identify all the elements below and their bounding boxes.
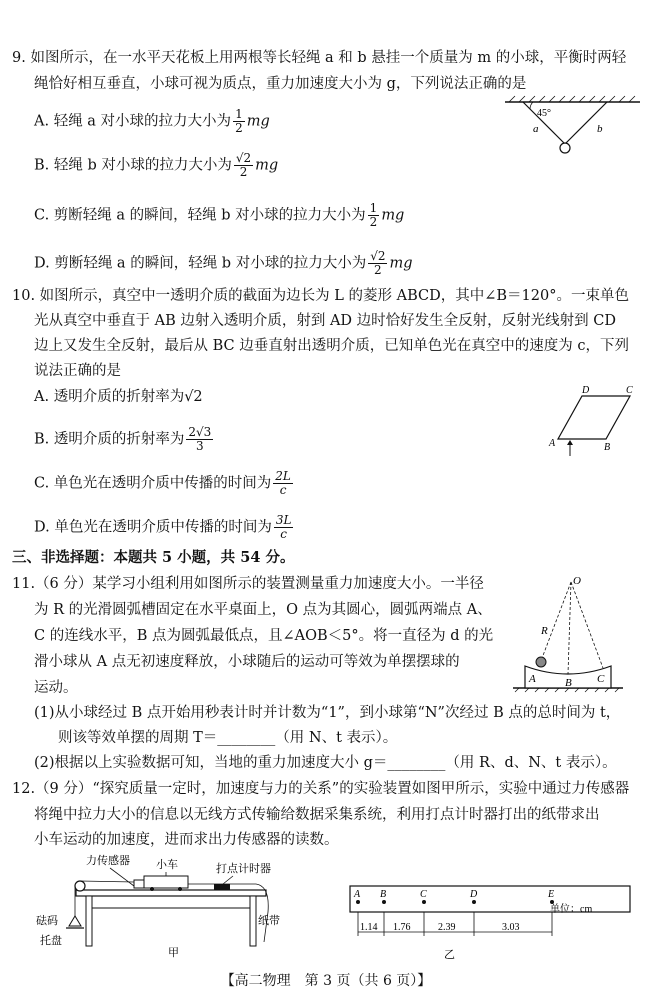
q9-stem-line2: 绳恰好相互垂直，小球可视为质点，重力加速度大小为 g，下列说法正确的是 xyxy=(34,76,527,92)
q9-stem-line1: 9. 如图所示，在一水平天花板上用两根等长轻绳 a 和 b 悬挂一个质量为 m 的小球，平衡时两轻 xyxy=(12,50,627,66)
q10-option-c: C. 单色光在透明介质中传播的时间为 $\frac{2L}{c}$ xyxy=(34,469,291,497)
q10-label-c: C xyxy=(626,385,633,396)
q12-cart xyxy=(144,876,188,888)
q10-stem-line1: 10. 如图所示，真空中一透明介质的截面为边长为 L 的菱形 ABCD，其中∠B＝120°。一束单色 xyxy=(12,288,629,304)
q12-figure-jia xyxy=(38,852,308,957)
q9-option-d-fraction: $\frac{√2}{2}$ xyxy=(370,249,386,277)
q12-tape-point-a xyxy=(356,900,360,904)
q11-line2: 为 R 的光滑圆弧槽固定在水平桌面上，O 点为其圆心，圆弧两端点 A、 xyxy=(34,602,492,618)
q9-option-a: A. 轻绳 a 对小球的拉力大小为 $\frac{1}{2}$ mg xyxy=(34,107,270,135)
q12-label-tray: 托盘 xyxy=(40,935,62,947)
q11-label-c: C xyxy=(597,673,605,685)
q12-line2: 将绳中拉力大小的信息以无线方式传输给数据采集系统，利用打点计时器打出的纸带求出 xyxy=(34,807,600,823)
q9-option-a-text: A. 轻绳 a 对小球的拉力大小为 xyxy=(34,113,232,130)
q12-tape-distance: 1.14 xyxy=(360,922,378,933)
q12-tape-label-a: A xyxy=(354,889,361,900)
q12-tape-label-b: B xyxy=(380,889,387,900)
q12-tape-label-d: D xyxy=(470,889,478,900)
section-heading: 三、非选择题：本题共 5 小题，共 54 分。 xyxy=(12,549,295,566)
q10-label-a: A xyxy=(549,438,556,449)
q9-label-b: b xyxy=(597,123,603,135)
q9-ball xyxy=(560,143,570,153)
q12-tape-distance: 3.03 xyxy=(502,922,520,933)
q12-label-sensor: 力传感器 xyxy=(86,855,130,867)
q11-part1b: 则该等效单摆的周期 T＝________（用 N、t 表示）。 xyxy=(58,730,398,746)
q10-figure xyxy=(548,384,638,464)
q11-line1: 11.（6 分）某学习小组利用如图所示的装置测量重力加速度大小。一半径 xyxy=(12,576,484,592)
q9-option-b-text: B. 轻绳 b 对小球的拉力大小为 xyxy=(34,157,232,174)
q10-stem-line3: 边上又发生全反射，最后从 BC 边垂直射出透明介质，已知单色光在真空中的速度为 c，下列 xyxy=(34,338,629,354)
q12-label-timer: 打点计时器 xyxy=(216,863,271,875)
q9-option-c: C. 剪断轻绳 a 的瞬间，轻绳 b 对小球的拉力大小为 $\frac{1}{2}$ mg xyxy=(34,201,405,229)
q12-tape-label-e: E xyxy=(548,889,555,900)
q11-part2: (2)根据以上实验数据可知，当地的重力加速度大小 g＝________（用 R、d、N、t 表示）。 xyxy=(34,755,617,771)
q10-label-b: B xyxy=(604,442,611,453)
q9-angle-label: 45° xyxy=(537,108,551,119)
q9-option-a-fraction: $\frac{1}{2}$ xyxy=(235,107,243,135)
q9-option-d: D. 剪断轻绳 a 的瞬间，轻绳 b 对小球的拉力大小为 $\frac{√2}{2}$ mg xyxy=(34,249,413,277)
q10-option-b-fraction: $\frac{2√3}{3}$ xyxy=(188,425,212,453)
q10-stem-line2: 光从真空中垂直于 AB 边射入透明介质，射到 AD 边时恰好发生全反射，反射光线射到 CD xyxy=(34,313,616,329)
q12-label-tape: 纸带 xyxy=(258,915,280,927)
q12-tape-label-c: C xyxy=(420,889,427,900)
q11-part1a: (1)从小球经过 B 点开始用秒表计时并计数为“1”，到小球第“N”次经过 B 点的总时间为 t， xyxy=(34,705,621,721)
q11-label-a: A xyxy=(529,673,536,685)
q12-line1: 12.（9 分）“探究质量一定时，加速度与力的关系”的实验装置如图甲所示，实验中通过力传感器 xyxy=(12,781,630,797)
q10-option-d-fraction: $\frac{3L}{c}$ xyxy=(275,513,292,541)
q12-tape-point-d xyxy=(472,900,476,904)
q12-tape-unit: 单位：cm xyxy=(550,904,593,915)
page-footer: 【高二物理 第 3 页（共 6 页）】 xyxy=(220,973,432,989)
q12-tape-distance: 1.76 xyxy=(393,922,411,933)
q10-rhombus xyxy=(558,396,630,439)
q10-label-d: D xyxy=(582,385,590,396)
q10-option-a: A. 透明介质的折射率为√2 xyxy=(34,389,203,405)
q9-figure xyxy=(505,96,640,166)
q10-stem-line4: 说法正确的是 xyxy=(34,363,121,379)
q11-line4: 滑小球从 A 点无初速度释放，小球随后的运动可等效为单摆摆球的 xyxy=(34,654,460,670)
q11-label-o: O xyxy=(573,575,581,587)
q9-option-b-fraction: $\frac{√2}{2}$ xyxy=(235,151,252,179)
q12-tape-distance: 2.39 xyxy=(438,922,456,933)
q9-option-b: B. 轻绳 b 对小球的拉力大小为 $\frac{√2}{2}$ mg xyxy=(34,151,279,179)
q9-label-a: a xyxy=(533,123,539,135)
q12-line3: 小车运动的加速度，进而求出力传感器的读数。 xyxy=(34,832,339,848)
q12-pulley xyxy=(75,881,85,891)
q10-option-d: D. 单色光在透明介质中传播的时间为 $\frac{3L}{c}$ xyxy=(34,513,292,541)
q12-label-weights: 砝码 xyxy=(36,915,58,927)
q11-figure xyxy=(505,574,625,694)
q11-label-b: B xyxy=(565,677,572,689)
q9-option-c-text: C. 剪断轻绳 a 的瞬间，轻绳 b 对小球的拉力大小为 xyxy=(34,207,366,224)
q11-ball xyxy=(536,657,546,667)
q12-tape-point-b xyxy=(382,900,386,904)
q9-option-c-fraction: $\frac{1}{2}$ xyxy=(369,201,378,229)
q12-timer xyxy=(214,884,230,890)
q12-figure-yi xyxy=(340,880,640,960)
q11-label-r: R xyxy=(541,625,548,637)
q11-line5: 运动。 xyxy=(34,680,78,696)
q12-sensor xyxy=(134,880,144,888)
q12-label-cart: 小车 xyxy=(156,859,178,871)
q11-line3: C 的连线水平，B 点为圆弧最低点，且∠AOB＜5°。将一直径为 d 的光 xyxy=(34,628,494,644)
q12-caption-yi: 乙 xyxy=(444,949,455,961)
q10-option-c-fraction: $\frac{2L}{c}$ xyxy=(275,469,291,497)
q12-caption-jia: 甲 xyxy=(168,947,179,959)
q10-option-b: B. 透明介质的折射率为 $\frac{2√3}{3}$ xyxy=(34,425,212,453)
q9-option-d-text: D. 剪断轻绳 a 的瞬间，轻绳 b 对小球的拉力大小为 xyxy=(34,255,367,272)
q12-tape-point-c xyxy=(422,900,426,904)
